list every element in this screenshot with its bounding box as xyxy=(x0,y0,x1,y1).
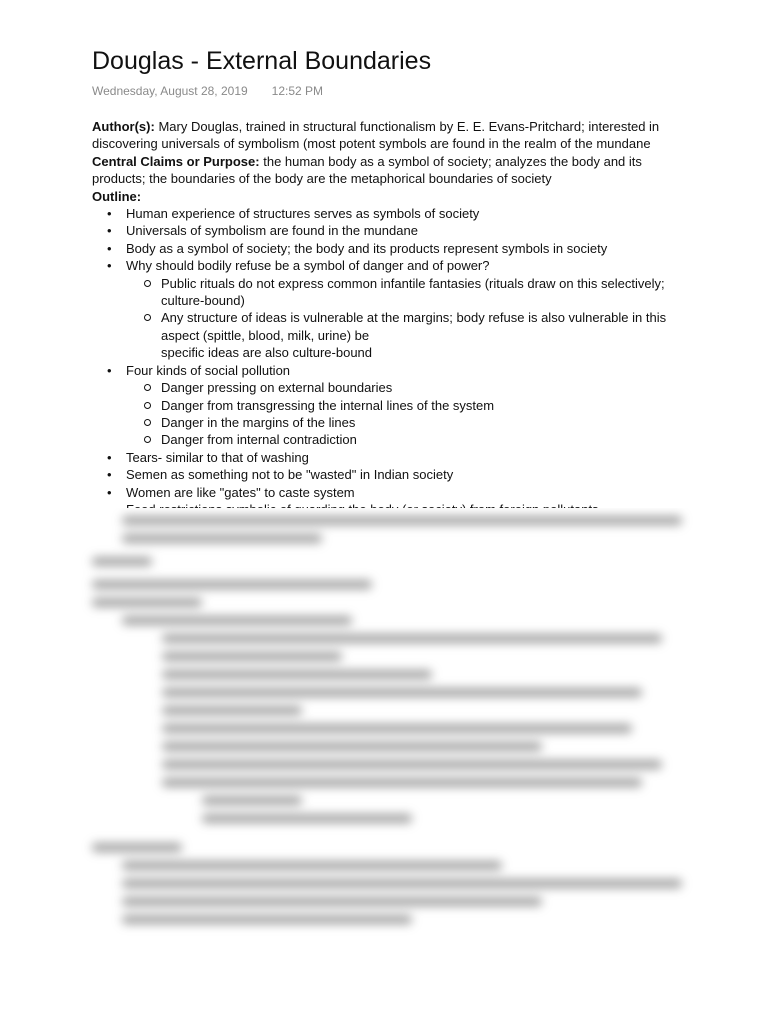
note-body xyxy=(92,118,682,518)
note-page xyxy=(92,44,682,518)
pollution-sublist xyxy=(126,379,682,449)
outline-label: Outline: xyxy=(92,188,142,204)
note-meta xyxy=(92,83,682,99)
note-date: Wednesday, August 28, 2019 xyxy=(92,84,248,98)
claims-paragraph xyxy=(92,153,682,188)
authors-paragraph xyxy=(92,118,682,153)
list-item: • Human experience of structures serves as symbols of society xyxy=(126,205,682,222)
list-item: • Semen as something not to be "wasted" in Indian society xyxy=(126,466,682,483)
list-item: • Tears- similar to that of washing xyxy=(126,449,682,466)
outline-list xyxy=(92,205,682,518)
sub-list-item: Public rituals do not express common infantile fantasies (rituals draw on this selectively; culture-bound) xyxy=(161,275,682,310)
sub-list-item: Danger pressing on external boundaries xyxy=(161,379,682,396)
list-item-text: Why should bodily refuse be a symbol of danger and of power? xyxy=(126,258,490,274)
sub-list-item-continuation: specific ideas are also culture-bound xyxy=(161,345,373,361)
blurred-text-block xyxy=(92,516,692,933)
sub-list-item: Danger from transgressing the internal lines of the system xyxy=(161,397,682,414)
list-item: • Women are like "gates" to caste system xyxy=(126,484,682,501)
blurred-content-overlay xyxy=(0,508,784,1015)
page-title: Douglas - External Boundaries xyxy=(92,47,432,75)
list-item: • Universals of symbolism are found in the mundane xyxy=(126,222,682,239)
sub-list-item xyxy=(161,309,682,361)
sub-list-item: Danger in the margins of the lines xyxy=(161,414,682,431)
refuse-sublist xyxy=(126,275,682,362)
sub-list-item: Danger from internal contradiction xyxy=(161,431,682,448)
authors-label: Author(s): xyxy=(92,119,155,134)
claims-text: the human body as a symbol of society; analyzes the body and its products; the boundaries of the body are the metaphorical boundaries of society xyxy=(92,153,642,187)
list-item: • Body as a symbol of society; the body and its products represent symbols in society xyxy=(126,240,682,257)
authors-text: Mary Douglas, trained in structural functionalism by E. E. Evans-Pritchard; interested in discovering universals of symbolism (most potent symbols are found in the realm of the mundane xyxy=(92,119,660,152)
list-item-refuse xyxy=(126,257,682,361)
claims-label: Central Claims or Purpose: xyxy=(92,153,260,169)
outline-heading xyxy=(92,188,682,205)
sub-list-item-text: Any structure of ideas is vulnerable at the margins; body refuse is also vulnerable in this aspect (spittle, blood, milk, urine) be xyxy=(161,310,667,343)
note-time: 12:52 PM xyxy=(271,84,324,98)
list-item-text: Four kinds of social pollution xyxy=(126,362,291,378)
list-item-pollution xyxy=(126,362,682,449)
